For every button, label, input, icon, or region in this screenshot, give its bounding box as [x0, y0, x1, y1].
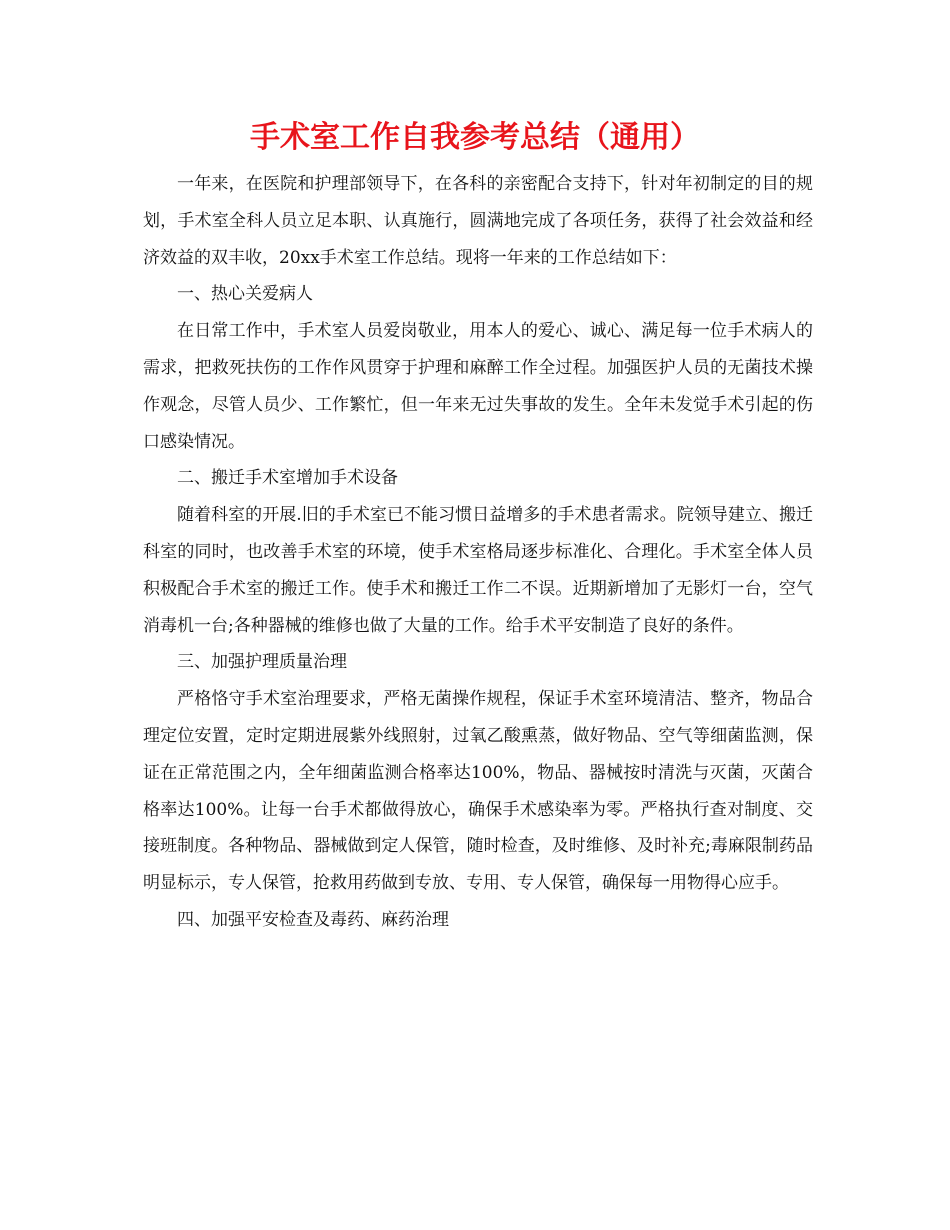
- section-heading-2: 二、搬迁手术室增加手术设备: [177, 468, 398, 489]
- section-heading-4: 四、加强平安检查及毒药、麻药治理: [177, 909, 449, 930]
- paragraph-section-2: 随着科室的开展.旧的手术室已不能习惯日益增多的手术患者需求。院领导建立、搬迁科室的同时，也改善手术室的环境，使手术室格局逐步标准化、合理化。手术室全体人员积极配合手术室的搬迁工作。使手术和搬迁工作二不误。近期新增加了无影灯一台，空气消毒机一台;各种器械的维修也做了大量的工作。给手术平安制造了良好的条件。: [143, 505, 813, 636]
- section-heading-3: 三、加强护理质量治理: [177, 652, 347, 673]
- document-body: [143, 166, 813, 939]
- paragraph-section-1: 在日常工作中，手术室人员爱岗敬业，用本人的爱心、诚心、满足每一位手术病人的需求，把救死扶伤的工作作风贯穿于护理和麻醉工作全过程。加强医护人员的无菌技术操作观念，尽管人员少、工作繁忙，但一年来无过失事故的发生。全年未发觉手术引起的伤口感染情况。: [143, 321, 813, 452]
- paragraph-intro: 一年来，在医院和护理部领导下，在各科的亲密配合支持下，针对年初制定的目的规划，手术室全科人员立足本职、认真施行，圆满地完成了各项任务，获得了社会效益和经济效益的双丰收，20xx手术室工作总结。现将一年来的工作总结如下：: [143, 174, 813, 268]
- section-heading-1: 一、热心关爱病人: [177, 284, 313, 305]
- document-title: 手术室工作自我参考总结（通用）: [250, 120, 700, 155]
- paragraph-section-3: 严格恪守手术室治理要求，严格无菌操作规程，保证手术室环境清洁、整齐，物品合理定位安置，定时定期进展紫外线照射，过氧乙酸熏蒸，做好物品、空气等细菌监测，保证在正常范围之内，全年细菌监测合格率达100%，物品、器械按时清洗与灭菌，灭菌合格率达100%。让每一台手术都做得放心，确保手术感染率为零。严格执行查对制度、交接班制度。各种物品、器械做到定人保管，随时检查，及时维修、及时补充;毒麻限制药品明显标示，专人保管，抢救用药做到专放、专用、专人保管，确保每一用物得心应手。: [143, 689, 813, 894]
